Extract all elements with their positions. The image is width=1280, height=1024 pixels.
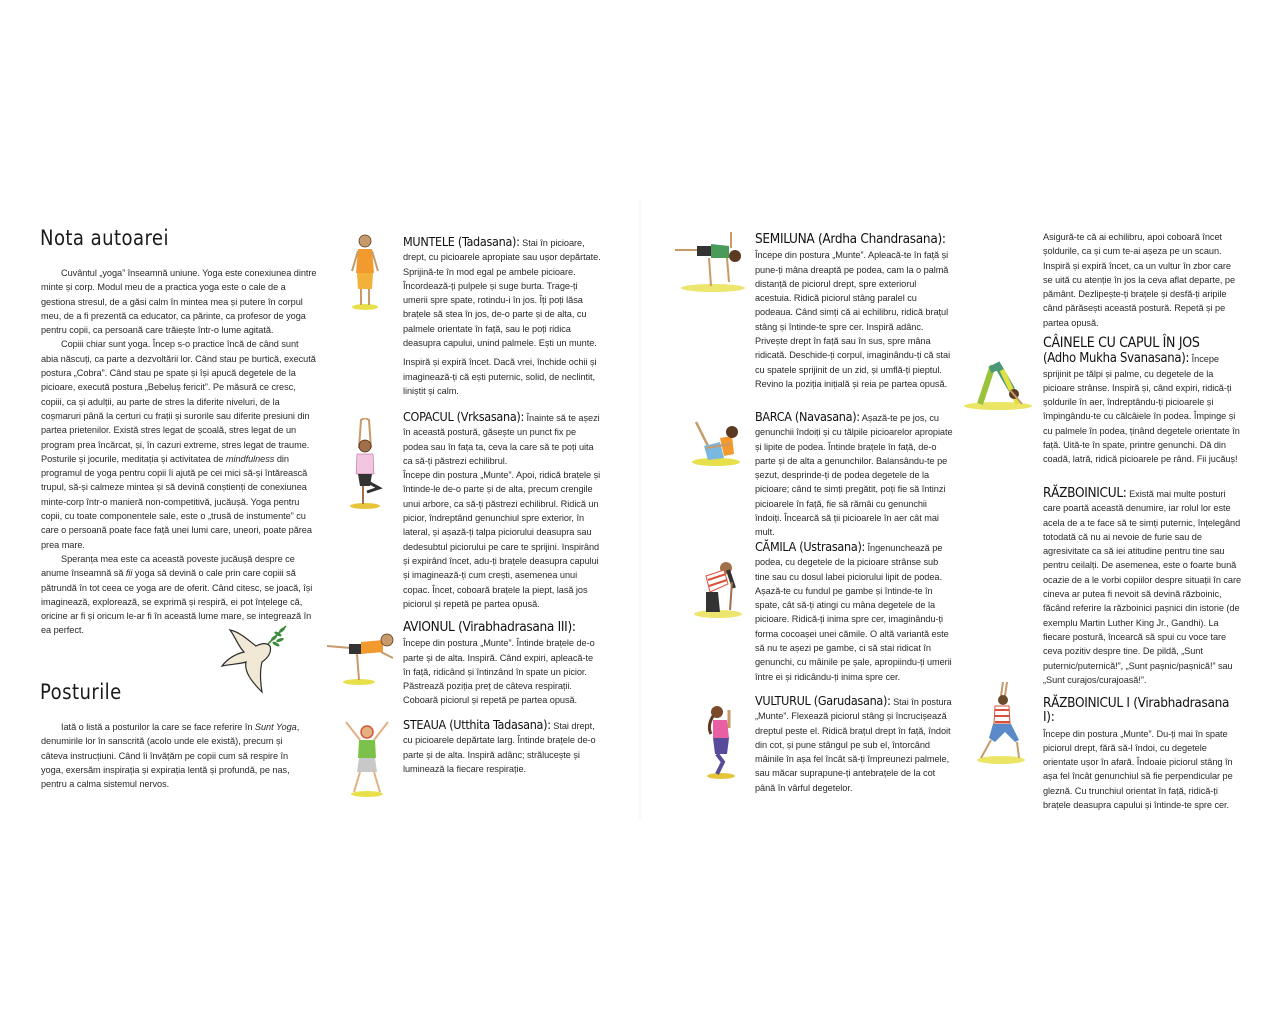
pose-title-line1: CÂINELE CU CAPUL ÎN JOS [1043, 335, 1200, 351]
warrior-one-pose-figure [975, 680, 1031, 766]
pose-title: AVIONUL (Virabhadrasana III): [403, 619, 576, 635]
pose-eagle: VULTURUL (Garudasana): Stai în postura „Munte”. Flexează piciorul stâng și încrucișează dreptul peste el. Ridică brațul drept în față, îndoit din cot, și pune stângul pe sub el, întorcând mâinile în așa fel încât să-ți împreunezi palmele, sau măcar suprapune-ți antebrațele de la cot până în vârful degetelor. [755, 693, 952, 793]
pose-title: RĂZBOINICUL: [1043, 485, 1127, 501]
pose-title: BARCA (Navasana): [755, 409, 860, 424]
note-title: Nota autoarei [40, 226, 169, 250]
pose-camel: CĂMILA (Ustrasana): Îngenunchează pe podea, cu degetele de la picioare strânse sub tine sau cu dosul labei piciorului lipit de podea. Așază-te cu fundul pe gambe și întinde-te în spate, cât să-ți atingi cu mâna degetele de la picioare. Ridică-ți inima spre cer, imaginându-ți forma cocoașei unei cămile. O altă variantă este să nu te așezi pe gambe, ci să stai ridicat în genunchi, cu mâinile pe șale, apropiindu-ți umerii între ei și ridicându-ți inima spre cer. [755, 539, 952, 682]
pose-warrior-one: RĂZBOINICUL I (Virabhadrasana I): Începe din postura „Munte”. Du-ți mai în spate piciorul drept, fără să-l îndoi, cu degetele orientate ușor în afară. Îndoaie piciorul stâng în așa fel încât genunchiul să fie perpendicular pe gleznă. Cu trunchiul orientat în față, ridică-ți brațele deasupra capului și întinde-te spre cer. [1043, 696, 1243, 812]
pose-mountain: MUNTELE (Tadasana): Stai în picioare, drept, cu picioarele apropiate sau ușor depărtate. Sprijină-te în mod egal pe ambele picioare. Încordează-ți pulpele și suge burta. Trage-ți umerii spre spate, rotindu-i în jos. Îți poți lăsa brațele să stea în jos, de-o parte și de alta, cu palmele orientate în față, sau le poți ridica deasupra capului, unind palmele. Ești un munte. Inspiră și expiră încet. Dacă vrei, închide ochii și imaginează-ți că ești puternic, solid, de neclintit, liniștit și calm. [403, 234, 601, 396]
camel-pose-figure [692, 558, 746, 620]
postures-intro: Iată o listă a posturilor la care se face referire în Sunt Yoga, denumirile lor în sanscrită (acolo unde ele există), precum și câteva instrucțiuni. Când îi învățăm pe copii cum să respire în yoga, exersăm inspirația și expirația lentă și profundă, pe nas, pentru a calma sistemul nervos. [41, 722, 300, 790]
mountain-pose-figure [345, 233, 385, 311]
note-paragraph: Speranța mea este ca această poveste jucăușă despre ce anume înseamnă să fii yoga să devină o cale prin care copiii să pătrundă în tot ceea ce yoga are de oferit. Când citesc, se joacă, își imaginează, explorează, se exprimă și respiră, ei pot înțelege că, oricine ar fi și oricum le-ar fi în această lume mare, se integrează în ea perfect. [41, 553, 313, 636]
author-note-body [41, 266, 317, 638]
pose-boat: BARCA (Navasana): Așază-te pe jos, cu genunchii îndoiți și cu tălpile picioarelor apropiate și lipite de podea. Întinde brațele în față, de-o parte și de alta a genunchilor. Balansându-te pe șezut, desprinde-ți de podea degetele de la picioare; când te simți pregătit, poți fie să întinzi picioarele în față, fie să rămâi cu genunchii îndoiți. Încearcă să ții picioarele în aer cât mai mult. [755, 409, 953, 538]
pose-star: STEAUA (Utthita Tadasana): Stai drept, cu picioarele depărtate larg. Întinde brațele de-o parte și de alta. Inspiră adânc; strălucește și luminează la fiecare respirație. [403, 717, 596, 774]
boat-pose-figure [690, 420, 742, 468]
pose-warrior: RĂZBOINICUL: Există mai multe posturi care poartă această denumire, iar rolul lor este acela de a te face să te simți puternic, înțelegând totodată că nu ai nevoie de furie sau de agresivitate ca să iei atitudine pentru tine sau pentru ceilalți. De asemenea, este o foarte bună ocazie de a le vorbi copiilor despre situații în care cineva ar putea fi nevoit să devină războinic, făcând referire la războinici pașnici din istorie (de exemplu Martin Luther King Jr., Gandhi). La fiecare postură, încearcă să spui cu voce tare ceva pozitiv despre tine. De pildă, „Sunt puternic/puternică!”, „Sunt pașnic/pașnică!” sau „Sunt curajos/curajoasă!”. [1043, 485, 1242, 685]
note-paragraph: Cuvântul „yoga” înseamnă uniune. Yoga este conexiunea dintre minte și corp. Modul meu de a practica yoga este o cale de a gestiona stresul, de a găsi calm în mintea mea și putere în corpul meu, de a fi prezentă ca educator, ca părinte, ca profesor de yoga pentru copii, ca persoană care trăiește într-o lume agitată. [41, 268, 317, 336]
note-paragraph: Copiii chiar sunt yoga. Încep s-o practice încă de când sunt abia născuți, ca parte a dezvoltării lor. Când stau pe burtică, execută postura „Cobra”. Când stau pe spate și își apucă degetele de la picioare, execută postura „Bebeluș fericit”. Pe măsură ce cresc, copiii, ca și adulții, au parte de stres la diferite niveluri, de la coșmaruri până la certuri cu frații și surorile sau diferite presiuni din partea prietenilor. Există stres legat de școală, stres legat de un program prea încărcat, și, în cazuri extreme, stres legat de traume. Posturile și jocurile, meditația și activitatea de mindfulness din programul de yoga pentru copii îi ajută pe cei mici să-și întărească trupul, să-și calmeze mintea și să devină conștienți de conexiunea minte-corp într-o manieră non-competitivă, jucăușă. Yoga pentru copii, cu toate componentele sale, este o „trusă de instumente” cu care o persoană poate face față unei lumi care, uneori, poate părea prea mare. [41, 339, 316, 550]
eagle-pose-figure [703, 702, 739, 780]
pose-tree: COPACUL (Vrksasana): Înainte să te așezi în această postură, găsește un punct fix pe podea sau în fața ta, ceva la care să te poți uita ca să-ți păstrezi echilibrul. Începe din postura „Munte”. Apoi, ridică brațele și întinde-le de-o parte și de alta, precum crengile unui arbore, ca să-ți păstrezi echilibrul. Ridică un picior, îndreptând genunchiul spre exterior, în lateral, și așază-ți talpa piciorului deasupra sau dedesubtul piciorului pe care te sprijini. Inspirând și expirând încet, adu-ți brațele deasupra capului și imaginează-ți cum crești, asemenea unui copac. Încet, coboară brațele la piept, lasă jos piciorul și repetă pe partea opusă. [403, 409, 601, 609]
pose-title: STEAUA (Utthita Tadasana): [403, 717, 551, 732]
postures-title: Posturile [40, 680, 122, 704]
pose-downward-dog: CÂINELE CU CAPUL ÎN JOS (Adho Mukha Svanasana): Începe sprijinit pe tălpi și palme, cu degetele de la picioare strânse. Inspiră și, când expiri, ridică-ți șoldurile în aer, îndreptându-ți picioarele și împingându-te cu călcâiele în podea. Împinge și cu palmele în podea, ținând degetele orientate în față. Uită-te în spate, printre genunchi. Dă din coadă, latră, ridică picioarele pe rând. Fii jucăuș! [1043, 336, 1243, 467]
pose-title: RĂZBOINICUL I (Virabhadrasana I): [1043, 695, 1230, 726]
page-fold [638, 200, 642, 820]
pose-title: MUNTELE (Tadasana): [403, 234, 520, 249]
pose-half-moon: SEMILUNA (Ardha Chandrasana): Începe din postura „Munte”. Apleacă-te în față și pune-ți mâna dreaptă pe podea, cam la o palmă distanță de piciorul drept, spre exteriorul acestuia. Ridică piciorul stâng paralel cu podeaua. Când simți că ai echilibru, ridică brațul stâng și întinde-te spre cer. Inspiră adânc. Privește drept în față sau în sus, spre mâna ridicată. Deschide-ți corpul, imaginându-ți că stai cu spatele sprijinit de un zid, și umflă-ți pieptul. Revino la poziția inițială și reia pe partea opusă. [755, 232, 955, 391]
airplane-pose-figure [325, 630, 397, 686]
star-pose-figure [342, 718, 392, 798]
dove-illustration [218, 624, 290, 694]
pose-title: (Adho Mukha Svanasana): [1043, 351, 1190, 367]
downward-dog-pose-figure [962, 360, 1034, 412]
half-moon-pose-figure [673, 228, 749, 294]
pose-title: SEMILUNA (Ardha Chandrasana): [755, 231, 946, 247]
pose-eagle-continued: Asigură-te că ai echilibru, apoi coboară încet șoldurile, ca și cum te-ai așeza pe un scaun. Inspiră și expiră încet, ca un vultur în zbor care se uită cu atenție în jos la ceva aflat departe, pe pământ. Dezlipește-ți brațele și desfă-ți aripile când părăsești această postură. Repetă și pe partea opusă. [1043, 232, 1236, 328]
pose-airplane: AVIONUL (Virabhadrasana III): Începe din postura „Munte”. Întinde brațele de-o parte și de alta. Inspiră. Când expiri, apleacă-te în față, ridicând și întinzând în spate un picior. Păstrează poziția preț de câteva respirații. Coboară piciorul și repetă pe partea opusă. [403, 620, 603, 708]
pose-title: COPACUL (Vrksasana): [403, 409, 524, 424]
tree-pose-figure [345, 418, 385, 510]
pose-title: CĂMILA (Ustrasana): [755, 539, 866, 554]
pose-title: VULTURUL (Garudasana): [755, 693, 891, 708]
